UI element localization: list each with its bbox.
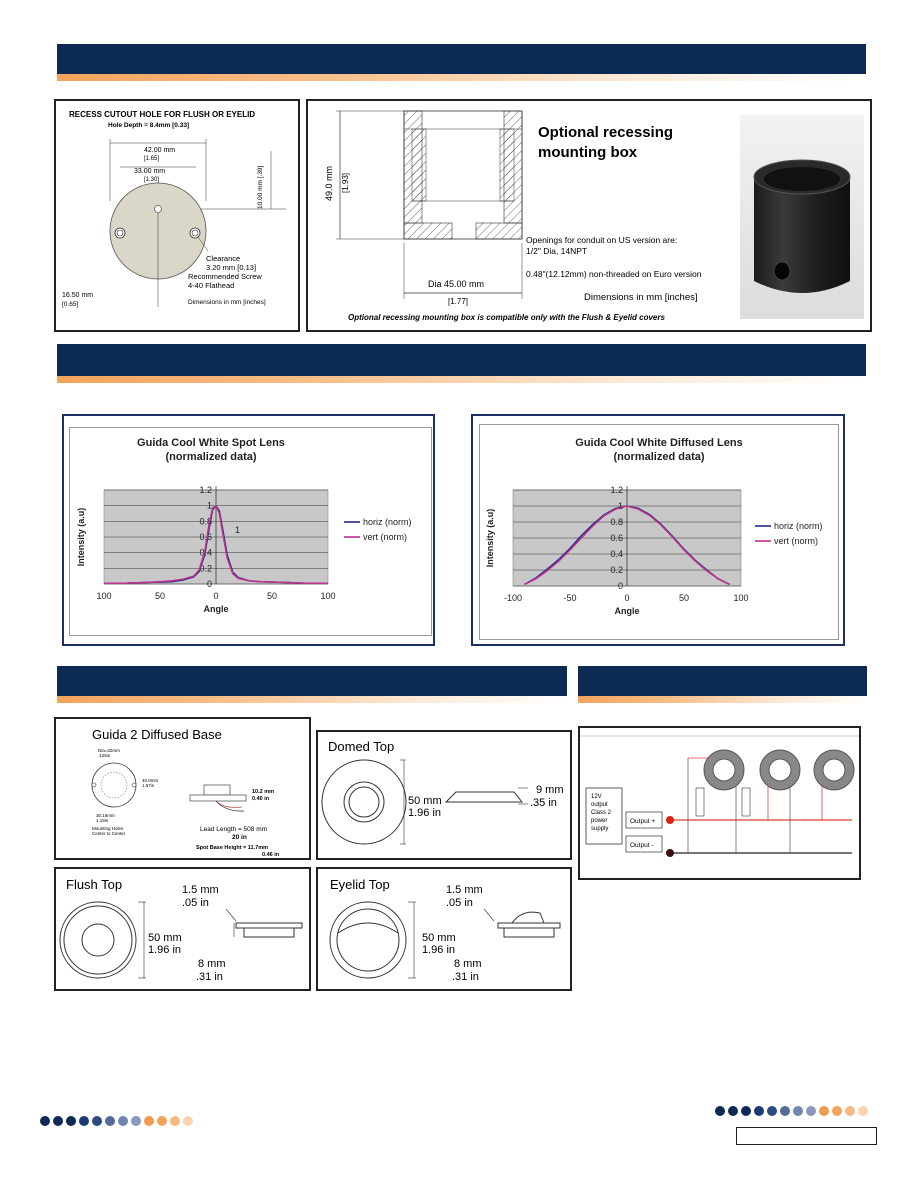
eyelid-height-in: .31 in <box>452 971 479 983</box>
y-tick-label: 1.2 <box>610 485 623 495</box>
recess-screw: Recommended Screw <box>188 272 262 281</box>
x-tick-label: -50 <box>563 593 577 603</box>
recess-units: Dimensions in mm [inches] <box>188 299 266 306</box>
footer-dot <box>819 1106 829 1116</box>
domed-top-panel <box>316 730 572 860</box>
recess-dim-inner: 33.00 mm <box>134 168 166 175</box>
mounting-box-drawing <box>308 101 738 330</box>
diffused-base-dia-note: Dia=32mm <box>98 748 120 753</box>
chart-title: Guida Cool White Diffused Lens <box>575 437 743 449</box>
header-band-photometrics <box>57 344 866 378</box>
flush-height: 8 mm <box>198 958 226 970</box>
y-tick-label: 1.2 <box>199 485 212 495</box>
recess-depth: Hole Depth = 8.4mm [0.33] <box>108 122 190 129</box>
legend-label: horiz (norm) <box>363 517 412 527</box>
eyelid-dia: 50 mm <box>422 932 456 944</box>
diffused-base-side: 40.0mm <box>142 778 159 783</box>
footer-dot <box>780 1106 790 1116</box>
footer-dot <box>728 1106 738 1116</box>
eyelid-thickness: 1.5 mm <box>446 884 483 896</box>
header-band-dimensions <box>57 44 866 78</box>
box-conduit-line3: 0.48"(12.12mm) non-threaded on Euro version <box>526 269 702 279</box>
diffused-lens-chart <box>473 416 843 644</box>
y-tick-label: 0.4 <box>610 549 623 559</box>
eyelid-top-panel <box>316 867 572 991</box>
header-band-photometrics-accent <box>57 376 866 383</box>
box-height-in: [1.93] <box>341 172 350 193</box>
y-tick-label: 0.2 <box>610 565 623 575</box>
x-tick-label: 50 <box>266 591 278 601</box>
y-axis-label: Intensity (a.u) <box>76 507 86 567</box>
chart-title: Guida Cool White Spot Lens <box>137 437 285 449</box>
legend-label: vert (norm) <box>363 532 408 542</box>
footer-dot <box>806 1106 816 1116</box>
header-band-covers <box>57 666 567 700</box>
footer-dot <box>157 1116 167 1126</box>
box-units: Dimensions in mm [inches] <box>584 292 698 303</box>
diffused-base-panel <box>54 717 311 860</box>
domed-height-in: .35 in <box>530 797 557 809</box>
footer-dot <box>79 1116 89 1126</box>
diffused-base-spot-in: 0.46 in <box>262 852 280 858</box>
output-minus-label: Output - <box>630 842 654 849</box>
flush-thickness-in: .05 in <box>182 897 209 909</box>
diffused-base-bottom: 30.16mm <box>96 813 115 818</box>
diffused-base-bottom-in: 1.19in <box>96 818 109 823</box>
recess-cutout-panel <box>54 99 300 332</box>
footer-dot <box>170 1116 180 1126</box>
flush-top-drawing <box>56 869 309 989</box>
recess-cutout-drawing <box>56 101 298 330</box>
x-tick-label: 50 <box>154 591 166 601</box>
spot-lens-chart <box>64 416 433 644</box>
x-tick-label: -100 <box>503 593 523 603</box>
diffused-base-holes: Mounting Holes <box>92 826 124 831</box>
footer-dot <box>92 1116 102 1126</box>
supply-line2: output <box>591 802 608 808</box>
wiring-diagram-panel <box>578 726 861 880</box>
y-tick-label: 1 <box>206 500 212 511</box>
footer-dot <box>767 1106 777 1116</box>
box-dia-in: [1.77] <box>448 297 469 306</box>
box-title-line2: mounting box <box>538 144 638 161</box>
diffused-base-dia-note-in: .125in <box>98 753 111 758</box>
x-tick-label: 100 <box>733 593 749 603</box>
footer-dot <box>40 1116 50 1126</box>
spot-lens-chart-frame <box>62 414 435 646</box>
recess-dim-vert: 10.00 mm [.39] <box>257 165 264 209</box>
header-band-wiring-accent <box>578 696 867 703</box>
wiring-diagram <box>580 728 859 878</box>
diffused-base-holes-center: Center to Center <box>92 831 126 836</box>
footer-dot <box>845 1106 855 1116</box>
footer-dot <box>53 1116 63 1126</box>
diffused-base-title: Guida 2 Diffused Base <box>92 727 222 742</box>
footer-dots-right <box>715 1106 868 1116</box>
x-axis-label: Angle <box>614 606 640 616</box>
domed-top-title: Domed Top <box>328 739 395 754</box>
x-tick-label: 0 <box>624 593 630 603</box>
footer-dot <box>832 1106 842 1116</box>
footer-dot <box>105 1116 115 1126</box>
recess-screw-type: 4-40 Flathead <box>188 281 235 290</box>
x-tick-label: 50 <box>678 593 690 603</box>
y-tick-label: 1 <box>617 501 623 511</box>
domed-top-drawing <box>318 732 570 858</box>
supply-line5: supply <box>591 826 609 832</box>
domed-dia: 50 mm <box>408 795 442 807</box>
footer-dot <box>741 1106 751 1116</box>
x-tick-label: 0 <box>213 591 219 601</box>
footer-dot <box>754 1106 764 1116</box>
flush-top-panel <box>54 867 311 991</box>
recess-title: RECESS CUTOUT HOLE FOR FLUSH OR EYELID <box>69 110 256 119</box>
eyelid-height: 8 mm <box>454 958 482 970</box>
footer-dot <box>66 1116 76 1126</box>
flush-height-in: .31 in <box>196 971 223 983</box>
legend-label: vert (norm) <box>774 536 819 546</box>
header-band-dimensions-accent <box>57 74 866 81</box>
box-title-line1: Optional recessing <box>538 124 674 141</box>
chart-subtitle: (normalized data) <box>165 451 257 463</box>
y-tick-label: 0.6 <box>199 532 212 542</box>
mounting-box-panel <box>306 99 872 332</box>
footer-dot <box>793 1106 803 1116</box>
eyelid-thickness-in: .05 in <box>446 897 473 909</box>
diffused-base-height: 10.2 mm <box>252 789 275 795</box>
supply-line1: 12V <box>591 794 602 800</box>
recess-clearance: Clearance <box>206 254 241 263</box>
eyelid-dia-in: 1.96 in <box>422 944 456 956</box>
y-tick-label: 0.6 <box>610 533 623 543</box>
legend-label: horiz (norm) <box>774 521 823 531</box>
recess-dim-bottom: 16.50 mm <box>62 292 94 299</box>
x-axis-label: Angle <box>203 604 229 614</box>
flush-thickness: 1.5 mm <box>182 884 219 896</box>
footer-dot <box>131 1116 141 1126</box>
recess-dim-bottom-in: [0.65] <box>62 301 79 308</box>
y-tick-label: 0.8 <box>199 516 212 527</box>
diffused-base-height-in: 0.40 in <box>252 796 270 802</box>
diffused-base-drawing <box>56 719 309 858</box>
chart-subtitle: (normalized data) <box>613 451 705 463</box>
box-dia: Dia 45.00 mm <box>428 279 485 289</box>
box-conduit-line1: Openings for conduit on US version are: <box>526 235 678 245</box>
flush-top-title: Flush Top <box>66 877 123 892</box>
y-tick-label: 0 <box>206 579 212 589</box>
footer-dot <box>118 1116 128 1126</box>
diffused-base-side-in: 1.57in <box>142 783 155 788</box>
diffused-base-spot: Spot Base Height = 11.7mm <box>196 845 268 851</box>
box-compat-note: Optional recessing mounting box is compatible only with the Flush & Eyelid covers <box>348 313 665 322</box>
y-tick-label: 0.4 <box>199 547 212 558</box>
recess-dim-outer-in: [1.65] <box>144 156 160 162</box>
eyelid-top-drawing <box>318 869 570 989</box>
supply-line4: power <box>591 818 608 824</box>
recess-dim-outer: 42.00 mm <box>144 147 176 154</box>
y-tick-label: 0 <box>617 581 623 591</box>
diffused-base-lead: Lead Length = 508 mm <box>200 826 268 833</box>
y-tick-label: 0.8 <box>610 517 623 527</box>
diffused-lens-chart-frame <box>471 414 845 646</box>
y-axis-label: Intensity (a.u) <box>485 508 495 568</box>
footer-dot <box>144 1116 154 1126</box>
footer-dot <box>715 1106 725 1116</box>
footer-dots-left <box>40 1116 193 1126</box>
header-band-covers-accent <box>57 696 567 703</box>
box-height: 49.0 mm <box>324 165 334 201</box>
header-band-wiring <box>578 666 867 700</box>
x-tick-label: 100 <box>320 591 336 601</box>
supply-line3: Class 2 <box>591 810 612 816</box>
footer-dot <box>183 1116 193 1126</box>
page-number-box <box>736 1127 877 1145</box>
mounting-box-photo <box>740 115 864 319</box>
mounting-box-photo-drawing <box>740 115 864 319</box>
x-tick-label: 100 <box>96 591 112 601</box>
eyelid-top-title: Eyelid Top <box>330 877 390 892</box>
chart-annotation: 1 <box>235 525 241 536</box>
domed-height: 9 mm <box>536 784 564 796</box>
y-tick-label: 0.2 <box>199 563 212 574</box>
recess-dim-inner-in: [1.30] <box>144 177 160 183</box>
recess-clearance-value: 3.20 mm [0.13] <box>206 263 257 272</box>
flush-dia-in: 1.96 in <box>148 944 182 956</box>
flush-dia: 50 mm <box>148 932 182 944</box>
footer-dot <box>858 1106 868 1116</box>
domed-dia-in: 1.96 in <box>408 807 442 819</box>
output-plus-label: Output + <box>630 818 656 825</box>
diffused-base-lead-in: 20 in <box>232 834 247 841</box>
box-conduit-line2: 1/2" Dia, 14NPT <box>526 246 588 256</box>
